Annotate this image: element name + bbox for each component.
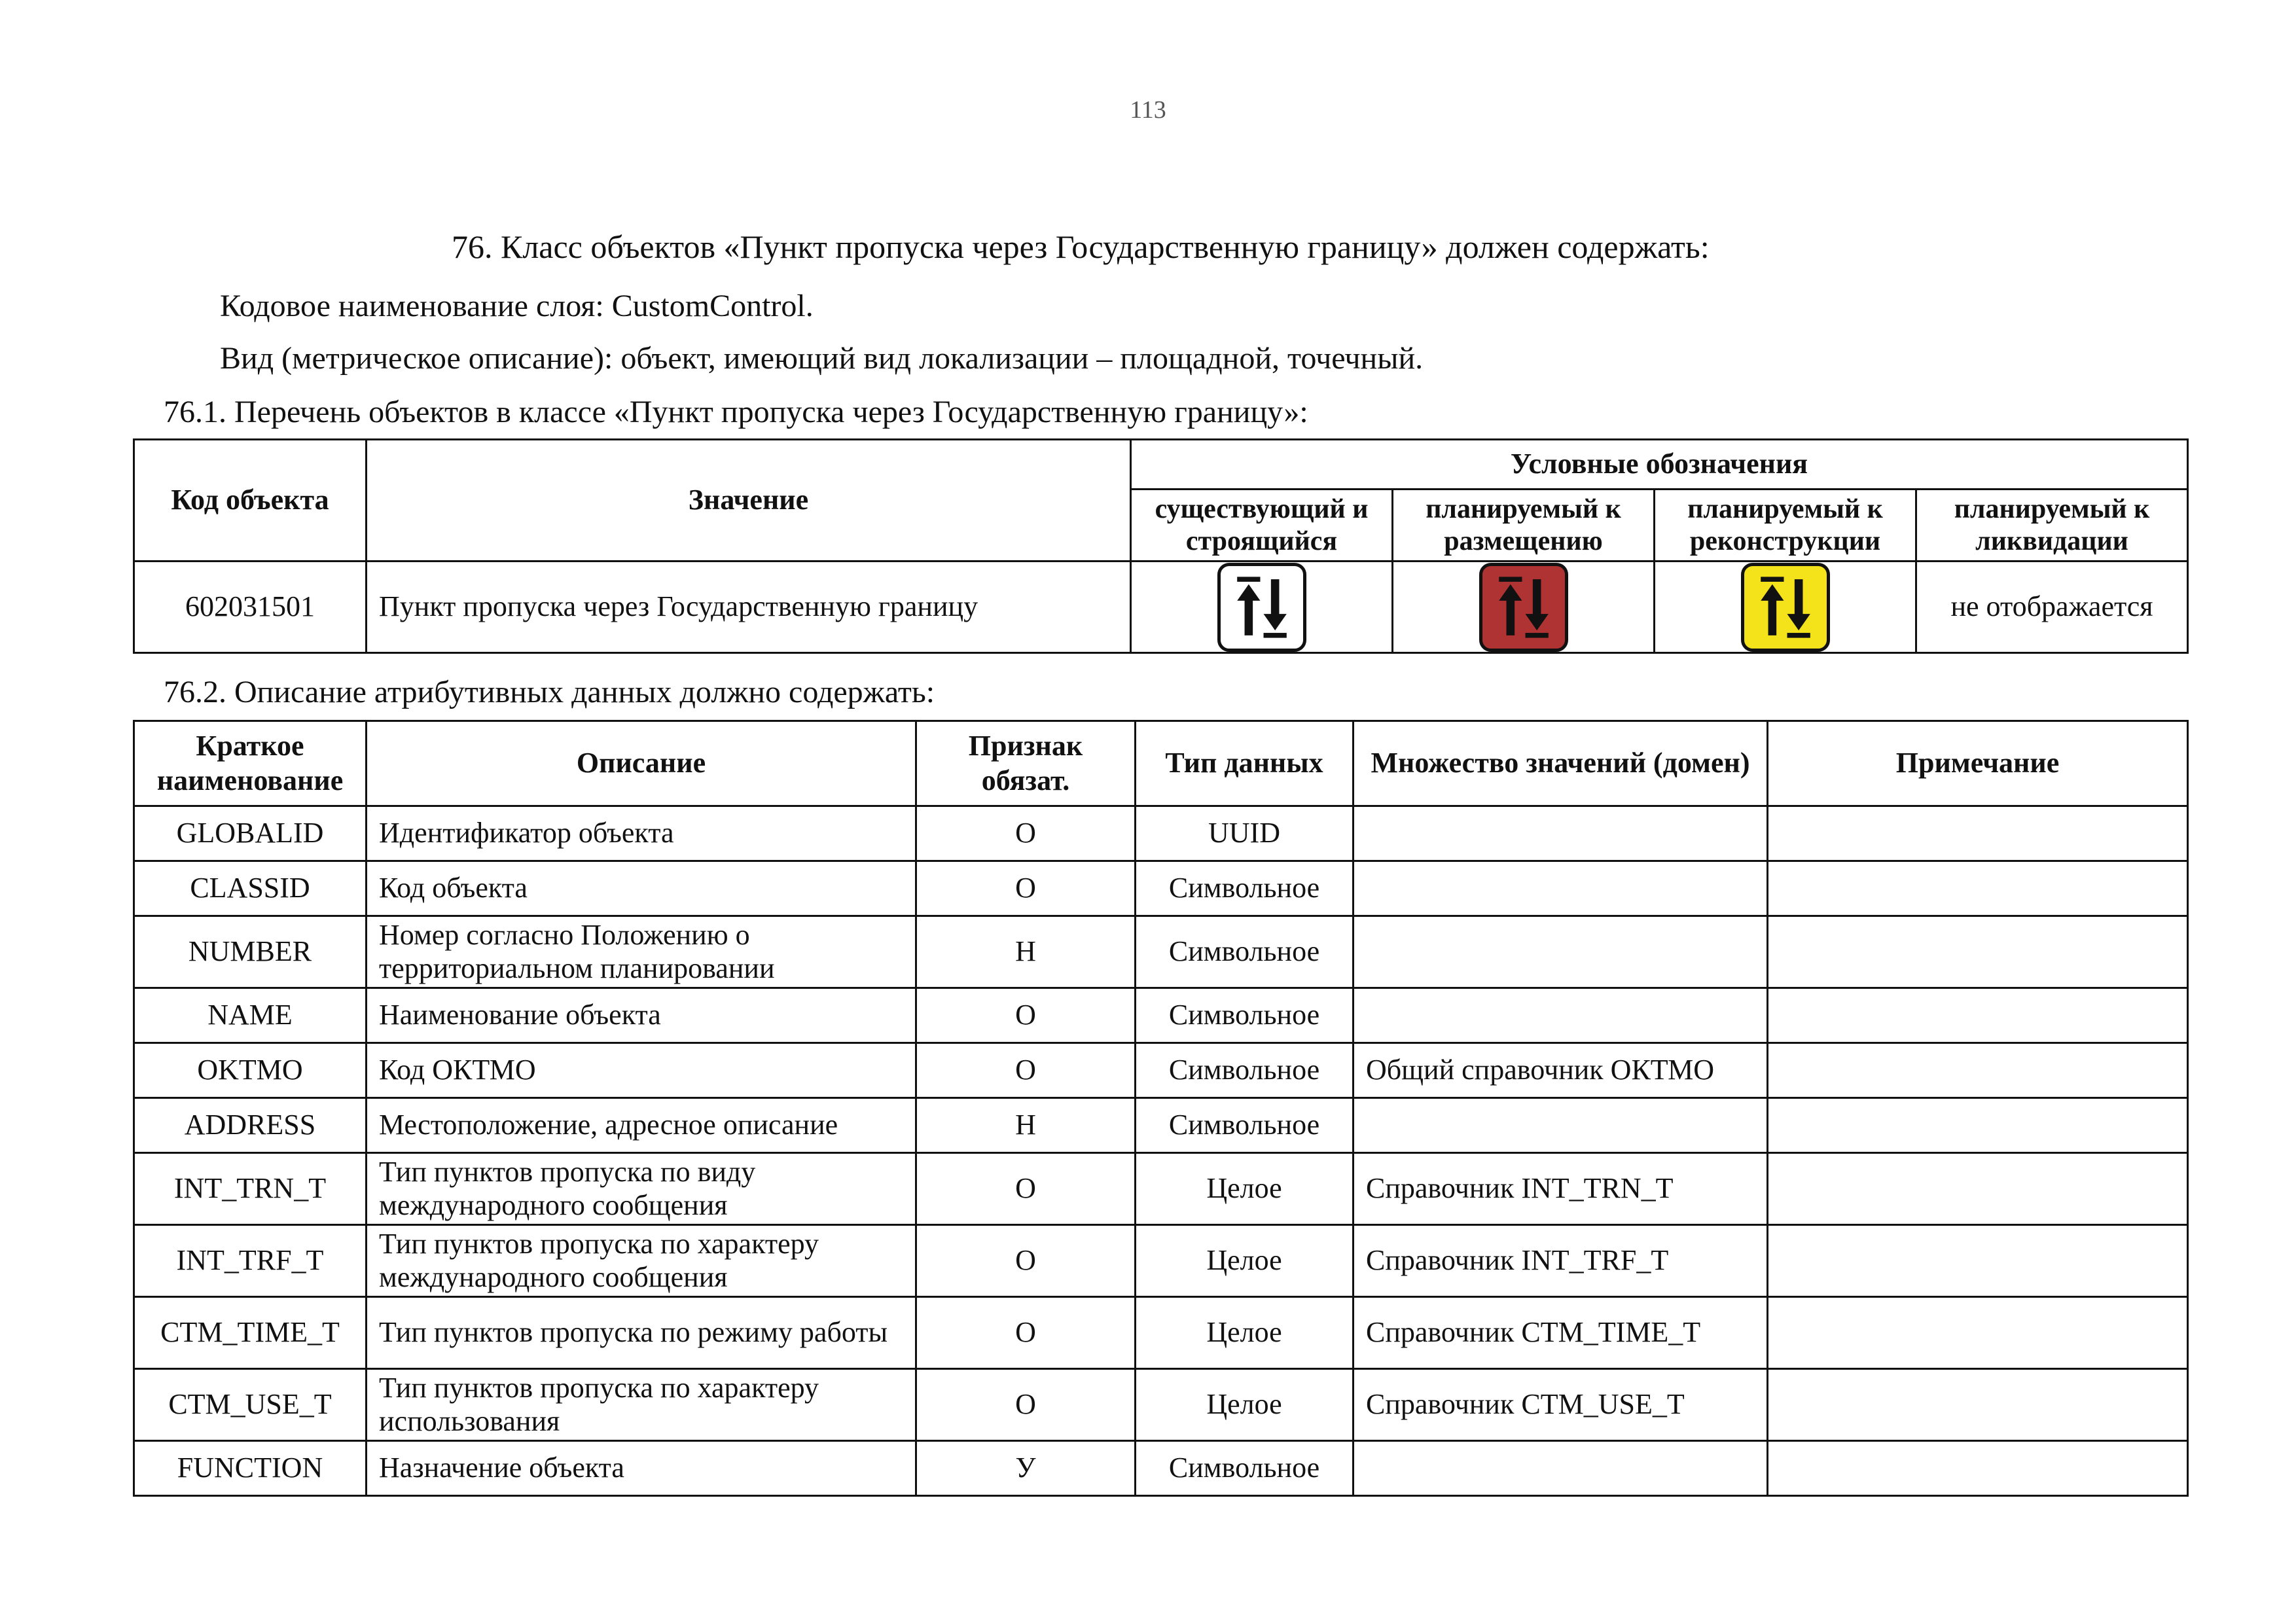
attr-short-name: INT_TRN_T	[134, 1153, 367, 1225]
header-planned-liq: планируемый к ликвидации	[1916, 490, 2188, 562]
geometry-line: Вид (метрическое описание): объект, имеющий вид локализации – площадной, точечный.	[220, 341, 1424, 376]
attr-description: Тип пунктов пропуска по характеру использования	[367, 1369, 916, 1441]
attr-data-type: Символьное	[1136, 1441, 1354, 1496]
table-row	[134, 1043, 2188, 1098]
attr-required: О	[916, 988, 1136, 1043]
checkpoint-symbol-existing-icon	[1217, 563, 1306, 652]
attr-required: О	[916, 861, 1136, 916]
header-data-type: Тип данных	[1136, 721, 1354, 806]
attr-required: О	[916, 1225, 1136, 1297]
table-row	[134, 1297, 2188, 1369]
objects-table	[133, 438, 2189, 654]
attr-domain: Справочник INT_TRF_T	[1354, 1225, 1768, 1297]
attr-short-name: CTM_USE_T	[134, 1369, 367, 1441]
table-row	[134, 1369, 2188, 1441]
attr-domain: Справочник CTM_USE_T	[1354, 1369, 1768, 1441]
attr-note	[1768, 1369, 2188, 1441]
attr-short-name: INT_TRF_T	[134, 1225, 367, 1297]
object-code: 602031501	[134, 562, 367, 653]
attr-domain	[1354, 1098, 1768, 1153]
attr-data-type: Символьное	[1136, 861, 1354, 916]
table-row	[134, 1153, 2188, 1225]
attr-note	[1768, 1098, 2188, 1153]
attr-data-type: Символьное	[1136, 916, 1354, 988]
attr-domain	[1354, 861, 1768, 916]
attr-short-name: GLOBALID	[134, 806, 367, 861]
header-required: Признак обязат.	[916, 721, 1136, 806]
header-short-name: Краткое наименование	[134, 721, 367, 806]
table-row	[134, 861, 2188, 916]
attr-domain	[1354, 1441, 1768, 1496]
header-planned-recon: планируемый к реконструкции	[1655, 490, 1916, 562]
header-note: Примечание	[1768, 721, 2188, 806]
attr-note	[1768, 1153, 2188, 1225]
attr-required: О	[916, 1153, 1136, 1225]
table-row	[134, 916, 2188, 988]
attr-short-name: FUNCTION	[134, 1441, 367, 1496]
symbol-cell-planned-recon	[1655, 562, 1916, 653]
attributes-title: 76.2. Описание атрибутивных данных должно содержать:	[164, 675, 935, 709]
attr-short-name: OKTMO	[134, 1043, 367, 1098]
attr-short-name: CLASSID	[134, 861, 367, 916]
attr-required: О	[916, 806, 1136, 861]
attr-data-type: UUID	[1136, 806, 1354, 861]
table-row	[134, 1441, 2188, 1496]
attr-description: Номер согласно Положению о территориальном планировании	[367, 916, 916, 988]
object-value: Пункт пропуска через Государственную границу	[367, 562, 1131, 653]
attr-note	[1768, 861, 2188, 916]
attr-domain: Справочник INT_TRN_T	[1354, 1153, 1768, 1225]
layer-code-line: Кодовое наименование слоя: CustomControl.	[220, 289, 814, 323]
header-planned-place: планируемый к размещению	[1393, 490, 1655, 562]
attr-note	[1768, 1225, 2188, 1297]
attr-domain	[1354, 988, 1768, 1043]
attr-description: Тип пунктов пропуска по виду международного сообщения	[367, 1153, 916, 1225]
table-row	[134, 988, 2188, 1043]
page-number: 113	[1130, 96, 1166, 124]
attr-note	[1768, 1441, 2188, 1496]
attr-note	[1768, 806, 2188, 861]
attr-description: Код ОКТМО	[367, 1043, 916, 1098]
attr-short-name: NUMBER	[134, 916, 367, 988]
table-row	[134, 1225, 2188, 1297]
attr-short-name: NAME	[134, 988, 367, 1043]
attr-description: Наименование объекта	[367, 988, 916, 1043]
attributes-rows	[134, 806, 2188, 1496]
attr-data-type: Символьное	[1136, 988, 1354, 1043]
attr-description: Идентификатор объекта	[367, 806, 916, 861]
table-row	[134, 806, 2188, 861]
attr-domain: Справочник CTM_TIME_T	[1354, 1297, 1768, 1369]
table-row	[134, 1098, 2188, 1153]
attr-note	[1768, 1043, 2188, 1098]
attr-short-name: CTM_TIME_T	[134, 1297, 367, 1369]
attr-required: О	[916, 1297, 1136, 1369]
header-existing: существующий и строящийся	[1131, 490, 1393, 562]
header-value: Значение	[367, 440, 1131, 562]
attr-data-type: Символьное	[1136, 1043, 1354, 1098]
attr-description: Тип пунктов пропуска по характеру международного сообщения	[367, 1225, 916, 1297]
attr-data-type: Целое	[1136, 1369, 1354, 1441]
attr-domain	[1354, 916, 1768, 988]
attr-description: Код объекта	[367, 861, 916, 916]
attr-data-type: Целое	[1136, 1225, 1354, 1297]
attr-data-type: Целое	[1136, 1297, 1354, 1369]
checkpoint-symbol-planned-recon-icon	[1741, 563, 1830, 652]
attr-required: У	[916, 1441, 1136, 1496]
attr-domain	[1354, 806, 1768, 861]
attr-data-type: Символьное	[1136, 1098, 1354, 1153]
header-description: Описание	[367, 721, 916, 806]
attr-required: О	[916, 1043, 1136, 1098]
section-heading: 76. Класс объектов «Пункт пропуска через Государственную границу» должен содержать:	[452, 228, 1710, 265]
attr-required: Н	[916, 1098, 1136, 1153]
symbol-cell-planned-place	[1393, 562, 1655, 653]
attr-description: Назначение объекта	[367, 1441, 916, 1496]
header-symbols: Условные обозначения	[1131, 440, 2188, 490]
liquidation-value: не отображается	[1916, 562, 2188, 653]
attr-domain: Общий справочник ОКТМО	[1354, 1043, 1768, 1098]
attr-required: О	[916, 1369, 1136, 1441]
header-domain: Множество значений (домен)	[1354, 721, 1768, 806]
header-code: Код объекта	[134, 440, 367, 562]
attr-required: Н	[916, 916, 1136, 988]
attr-data-type: Целое	[1136, 1153, 1354, 1225]
attr-note	[1768, 916, 2188, 988]
attr-note	[1768, 988, 2188, 1043]
checkpoint-symbol-planned-place-icon	[1479, 563, 1568, 652]
attr-description: Местоположение, адресное описание	[367, 1098, 916, 1153]
attributes-table	[133, 720, 2189, 1497]
attr-short-name: ADDRESS	[134, 1098, 367, 1153]
symbol-cell-existing	[1131, 562, 1393, 653]
attr-description: Тип пунктов пропуска по режиму работы	[367, 1297, 916, 1369]
attr-note	[1768, 1297, 2188, 1369]
list-title: 76.1. Перечень объектов в классе «Пункт пропуска через Государственную границу»:	[164, 395, 1308, 429]
